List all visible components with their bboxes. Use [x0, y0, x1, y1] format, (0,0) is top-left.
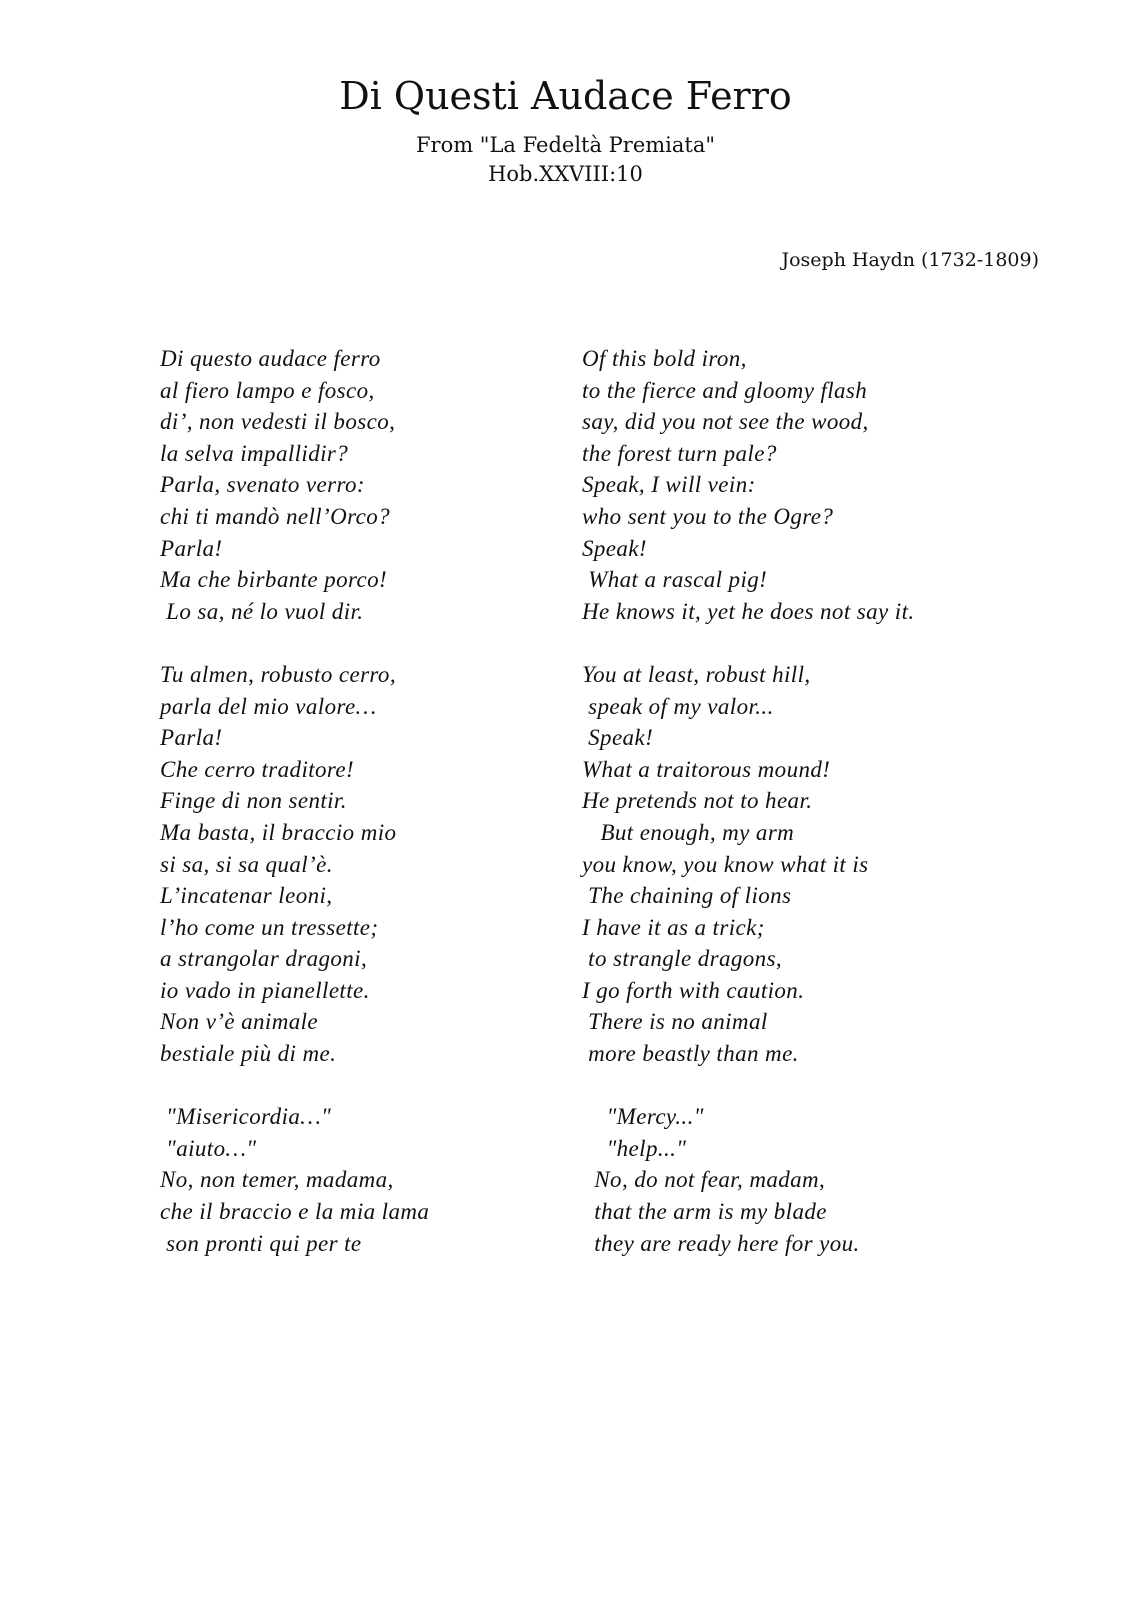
italian-line: Ma che birbante porco!	[160, 567, 388, 593]
italian-line: Lo sa, né lo vuol dir.	[160, 598, 364, 624]
italian-line: l’ho come un tressette;	[160, 914, 379, 940]
italian-line: L’incatenar leoni,	[160, 883, 333, 909]
english-line: He knows it, yet he does not say it.	[582, 598, 915, 624]
english-line: He pretends not to hear.	[582, 788, 813, 814]
english-line: But enough, my arm	[582, 819, 795, 845]
italian-line: parla del mio valore…	[160, 693, 377, 719]
italian-line: Non v’è animale	[160, 1009, 319, 1035]
italian-line: Che cerro traditore!	[160, 756, 355, 782]
english-line: Speak!	[582, 535, 647, 561]
italian-line: chi ti mandò nell’Orco?	[160, 503, 391, 529]
english-line: speak of my valor...	[582, 693, 774, 719]
english-line: more beastly than me.	[582, 1041, 799, 1067]
italian-line: Parla!	[160, 725, 223, 751]
page-title: Di Questi Audace Ferro	[339, 74, 792, 118]
italian-line: Di questo audace ferro	[160, 346, 381, 371]
english-line: say, did you not see the wood,	[582, 409, 869, 435]
english-line: What a rascal pig!	[582, 567, 768, 593]
english-line: to the fierce and gloomy flash	[582, 377, 868, 403]
subtitle-catalog: Hob.XXVIII:10	[488, 162, 643, 186]
italian-line: Finge di non sentir.	[160, 788, 347, 814]
english-line: that the arm is my blade	[582, 1199, 827, 1225]
english-line: Speak, I will vein:	[582, 472, 756, 498]
subtitle-block	[0, 131, 1131, 189]
italian-line: a strangolar dragoni,	[160, 946, 368, 972]
subtitle-source: From "La Fedeltà Premiata"	[415, 133, 716, 157]
italian-line: Parla, svenato verro:	[160, 472, 365, 498]
english-line: There is no animal	[582, 1009, 768, 1035]
english-line: to strangle dragons,	[582, 946, 783, 972]
english-line: you know, you know what it is	[582, 851, 869, 877]
italian-line: Tu almen, robusto cerro,	[160, 661, 396, 687]
english-line: "help..."	[582, 1135, 687, 1161]
english-stanza-1	[582, 343, 915, 627]
english-line: who sent you to the Ogre?	[582, 503, 834, 529]
italian-stanza-3	[160, 1101, 429, 1259]
english-stanza-2	[582, 659, 915, 1070]
english-line: they are ready here for you.	[582, 1230, 860, 1256]
english-stanza-3	[582, 1101, 915, 1259]
english-line: I have it as a trick;	[582, 914, 765, 940]
english-line: No, do not fear, madam,	[582, 1167, 826, 1193]
composer-credit: Joseph Haydn (1732-1809)	[781, 249, 1039, 271]
italian-line: io vado in pianellette.	[160, 977, 370, 1003]
italian-line: "aiuto…"	[160, 1135, 257, 1161]
italian-stanza-1	[160, 343, 429, 627]
italian-line: Parla!	[160, 535, 223, 561]
italian-line: la selva impallidir?	[160, 440, 349, 466]
italian-stanza-2	[160, 659, 429, 1070]
italian-line: son pronti qui per te	[160, 1230, 362, 1256]
italian-line: di’, non vedesti il bosco,	[160, 409, 396, 435]
italian-line: che il braccio e la mia lama	[160, 1199, 430, 1225]
italian-column	[160, 343, 429, 1291]
english-line: I go forth with caution.	[582, 977, 805, 1003]
english-line: the forest turn pale?	[582, 440, 777, 466]
italian-line: Ma basta, il braccio mio	[160, 819, 397, 845]
italian-line: "Misericordia…"	[160, 1104, 332, 1130]
italian-line: No, non temer, madama,	[160, 1167, 394, 1193]
english-line: Speak!	[582, 725, 654, 751]
english-line: "Mercy..."	[582, 1104, 704, 1130]
italian-line: bestiale più di me.	[160, 1041, 337, 1067]
english-line: The chaining of lions	[582, 883, 792, 909]
italian-line: si sa, si sa qual’è.	[160, 851, 333, 877]
english-column	[582, 343, 915, 1291]
english-line: You at least, robust hill,	[582, 661, 811, 687]
italian-line: al fiero lampo e fosco,	[160, 377, 375, 403]
english-line: Of this bold iron,	[582, 346, 747, 371]
english-line: What a traitorous mound!	[582, 756, 831, 782]
